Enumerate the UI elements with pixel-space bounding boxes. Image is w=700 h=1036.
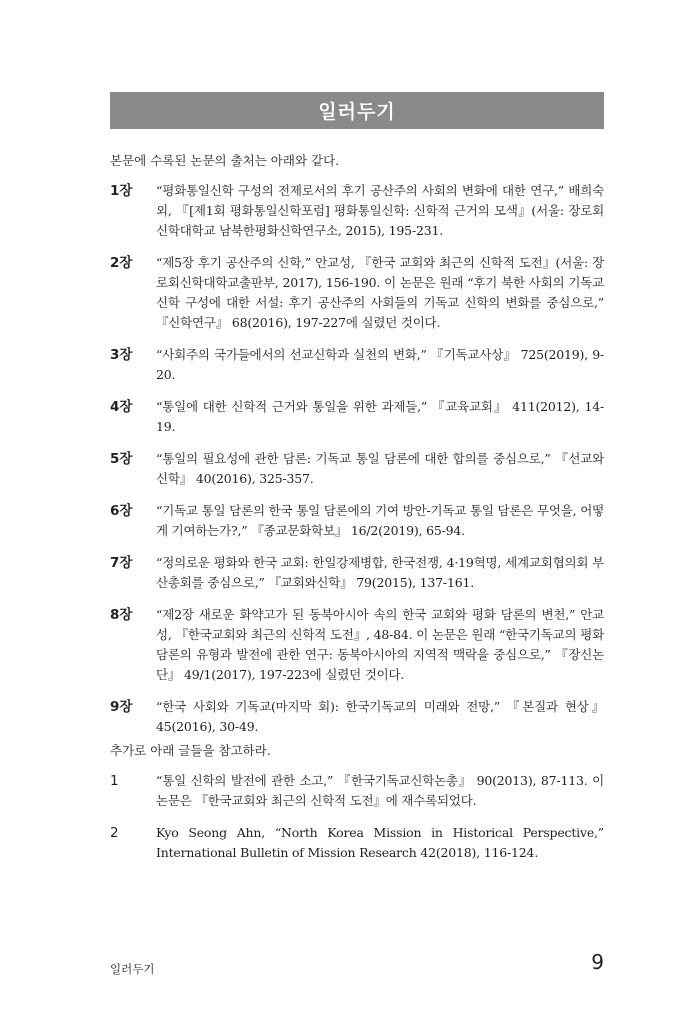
intro-text-sources: 본문에 수록된 논문의 출처는 아래와 같다. — [110, 153, 340, 168]
chapter-entry-7 — [110, 553, 604, 593]
additional-entry-2 — [110, 823, 604, 863]
chapter-citation: “정의로운 평화와 한국 교회: 한일강제병합, 한국전쟁, 4·19혁명, 세계교회협의회 부산총회를 중심으로,” 『교회와신학』 79(2015), 137-161. — [156, 555, 604, 590]
chapter-citation: “통일의 필요성에 관한 담론: 기독교 통일 담론에 대한 합의를 중심으로,” 『선교와 신학』 40(2016), 325-357. — [156, 451, 604, 486]
chapter-number: 6장 — [110, 503, 133, 519]
chapter-number: 1장 — [110, 183, 133, 199]
chapter-citation: “통일에 대한 신학적 근거와 통일을 위한 과제들,” 『교육교회』 411(2012), 14-19. — [156, 399, 604, 434]
chapter-source-list — [110, 181, 604, 749]
intro-text-additional: 추가로 아래 글들을 참고하라. — [110, 743, 271, 758]
running-footer-label: 일러두기 — [110, 962, 155, 976]
chapter-entry-1 — [110, 181, 604, 241]
chapter-entry-3 — [110, 345, 604, 385]
chapter-citation: “제5장 후기 공산주의 신학,” 안교성, 『한국 교회와 최근의 신학적 도전』(서울: 장로회신학대학교출판부, 2017), 156-190. 이 논문은 원래 “후기 북한 사회의 기독교 신학 구성에 대한 서설: 후기 공산주의 사회들의 기독교 신학의 변화를 중심으로,” 『신학연구』 68(2016), 197-227에 실렸던 것이다. — [156, 255, 604, 330]
chapter-entry-8 — [110, 605, 604, 685]
chapter-citation: “한국 사회와 기독교(마지막 회): 한국기독교의 미래와 전망,” 『본질과 현상』 45(2016), 30-49. — [156, 699, 604, 734]
chapter-citation: “평화통일신학 구성의 전제로서의 후기 공산주의 사회의 변화에 대한 연구,” 배희숙 외, 『[제1회 평화통일신학포럼] 평화통일신학: 신학적 근거의 모색』(서울: 장로회신학대학교 남북한평화신학연구소, 2015), 195-231. — [156, 183, 604, 238]
chapter-entry-4 — [110, 397, 604, 437]
chapter-citation: “사회주의 국가들에서의 선교신학과 실천의 변화,” 『기독교사상』 725(2019), 9-20. — [156, 347, 604, 382]
additional-entry-1 — [110, 771, 604, 811]
reference-citation: Kyo Seong Ahn, “North Korea Mission in Historical Perspective,” International Bulletin of Mission Research 42(2018), 116-124. — [156, 825, 604, 860]
chapter-number: 7장 — [110, 555, 133, 571]
chapter-number: 9장 — [110, 699, 133, 715]
chapter-entry-6 — [110, 501, 604, 541]
page-number: 9 — [591, 950, 604, 974]
chapter-number: 3장 — [110, 347, 133, 363]
reference-number: 2 — [110, 825, 119, 841]
chapter-number: 2장 — [110, 255, 133, 271]
chapter-citation: “제2장 새로운 화약고가 된 동북아시아 속의 한국 교회와 평화 담론의 변천,” 안교성, 『한국교회와 최근의 신학적 도전』, 48-84. 이 논문은 원래 “한국기독교의 평화 담론의 유형과 발전에 관한 연구: 동북아시아의 지역적 맥락을 중심으로,” 『장신논단』 49/1(2017), 197-223에 실렸던 것이다. — [156, 607, 604, 682]
chapter-entry-2 — [110, 253, 604, 333]
section-title-bar — [110, 92, 604, 129]
additional-reference-list — [110, 771, 604, 875]
chapter-entry-9 — [110, 697, 604, 737]
chapter-number: 8장 — [110, 607, 133, 623]
chapter-number: 5장 — [110, 451, 133, 467]
reference-number: 1 — [110, 773, 119, 789]
reference-citation: “통일 신학의 발전에 관한 소고,” 『한국기독교신학논총』 90(2013), 87-113. 이 논문은 『한국교회와 최근의 신학적 도전』에 재수록되었다. — [156, 773, 604, 808]
section-title: 일러두기 — [318, 101, 396, 123]
chapter-number: 4장 — [110, 399, 133, 415]
chapter-entry-5 — [110, 449, 604, 489]
chapter-citation: “기독교 통일 담론의 한국 통일 담론에의 기여 방안-기독교 통일 담론은 무엇을, 어떻게 기여하는가?,” 『종교문화학보』 16/2(2019), 65-94. — [156, 503, 604, 538]
